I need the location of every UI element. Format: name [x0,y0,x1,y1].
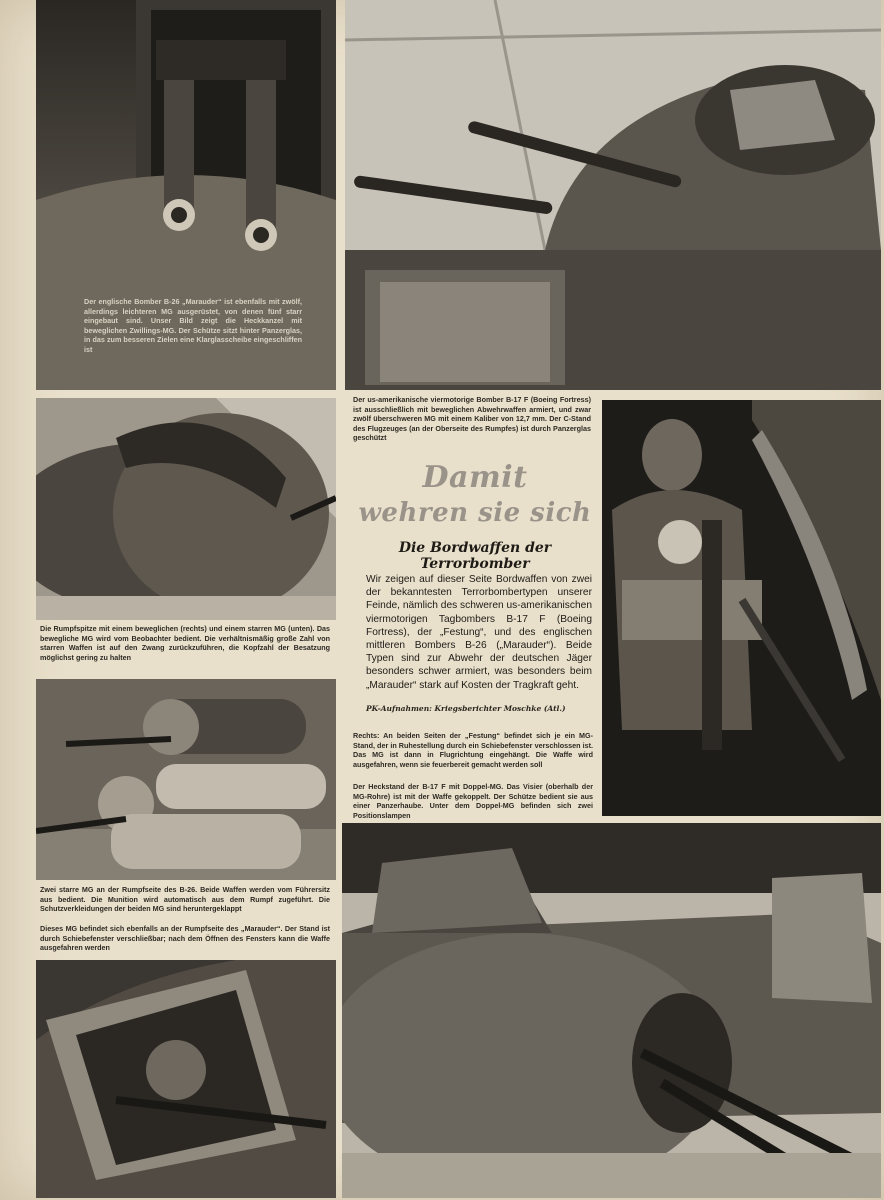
waist-gunner-illustration [602,400,881,816]
photo-b17-tail-turret [342,823,881,1198]
caption-waist: Rechts: An beiden Seiten der „Festung“ befindet sich je ein MG-Stand, der in Ruhestellung durch ein Schiebefenster verschlossen ist. Das MG ist dann in Flugrichtung eingehängt. Die Waffe wird ausgefahren, wenn sie feuerbereit gemacht werden soll [353,731,593,769]
caption-side-fixed: Zwei starre MG an der Rumpfseite des B-26. Beide Waffen werden vom Führersitz aus bedient. Die Munition wird automatisch aus dem Rumpf zugeführt. Die Schutzverkleidungen der beiden MG sind heruntergeklappt [40,885,330,914]
intro-text: Wir zeigen auf dieser Seite Bordwaffen von zwei der bekanntesten Terrorbombertypen unserer Feinde, nämlich des schweren us-amerikanischen viermotorigen Tagbombers B-17 F (Boeing Fortress), der „Festung“, und des englischen mittleren Bombers B-26 („Marauder“). Beide Typen sind zur Abwehr der deutschen Jäger besonders schwer armiert, was besonders beim „Marauder“ stark auf Kosten der Tragkraft geht. [366,574,592,691]
caption-nose: Die Rumpfspitze mit einem beweglichen (rechts) und einem starren MG (unten). Das bewegliche MG wird vom Beobachter bedient. Die verhältnismäßig große Zahl von starren Waffen ist auf den Zwang zurückzuführen, die Kopfzahl der Besatzung möglichst gering zu halten [40,624,330,662]
caption-marauder-tail: Der englische Bomber B-26 „Marauder“ ist ebenfalls mit zwölf, allerdings leichteren MG ausgerüstet, von denen fünf starr eingebaut sind. Unser Bild zeigt die Heckkanzel mit beweglichen Zwillings-MG. Der Schütze sitzt hinter Panzerglas, in das zum besseren Zielen eine Klarglasscheibe eingeschliffen ist [84,297,302,354]
photo-waist-gunner [602,400,881,816]
b17-tail-illustration [342,823,881,1198]
photo-marauder-nose [36,398,336,620]
caption-tail-b17: Der Heckstand der B-17 F mit Doppel-MG. Das Visier (oberhalb der MG-Rohre) ist mit der Waffe gekoppelt. Der Schütze bedient sie aus einer Panzerhaube. Unter dem Doppel-MG befinden sich zwei Positionslampen [353,782,593,820]
caption-fortress-top: Der us-amerikanische viermotorige Bomber B-17 F (Boeing Fortress) ist ausschließlich mit beweglichen Abwehrwaffen armiert, und zwar zwölf überschweren MG mit einem Kaliber von 12,7 mm. Der C-Stand des Flugzeuges (an der Oberseite des Rumpfes) ist durch Panzerglas geschützt [353,395,591,443]
nose-illustration [36,398,336,620]
photo-fixed-side-guns [36,679,336,880]
caption-side-window: Dieses MG befindet sich ebenfalls an der Rumpfseite des „Marauder“. Der Stand ist durch Schiebefenster verschließbar; nach dem Öffnen des Fensters kann die Waffe ausgefahren werden [40,924,330,953]
headline-subtitle: Die Bordwaffen der Terrorbomber [398,540,552,572]
headline-line-1: Damit [422,460,528,495]
photo-side-window-gun [36,960,336,1198]
photo-credit: PK-Aufnahmen: Kriegsberichter Moschke (Atl.) [366,704,566,713]
photo-marauder-tail-turret [36,0,336,390]
side-window-illustration [36,960,336,1198]
photo-fortress-top-turret [345,0,881,390]
headline-line-2: wehren sie sich [358,498,592,528]
top-turret-illustration [345,0,881,390]
fixed-guns-illustration [36,679,336,880]
